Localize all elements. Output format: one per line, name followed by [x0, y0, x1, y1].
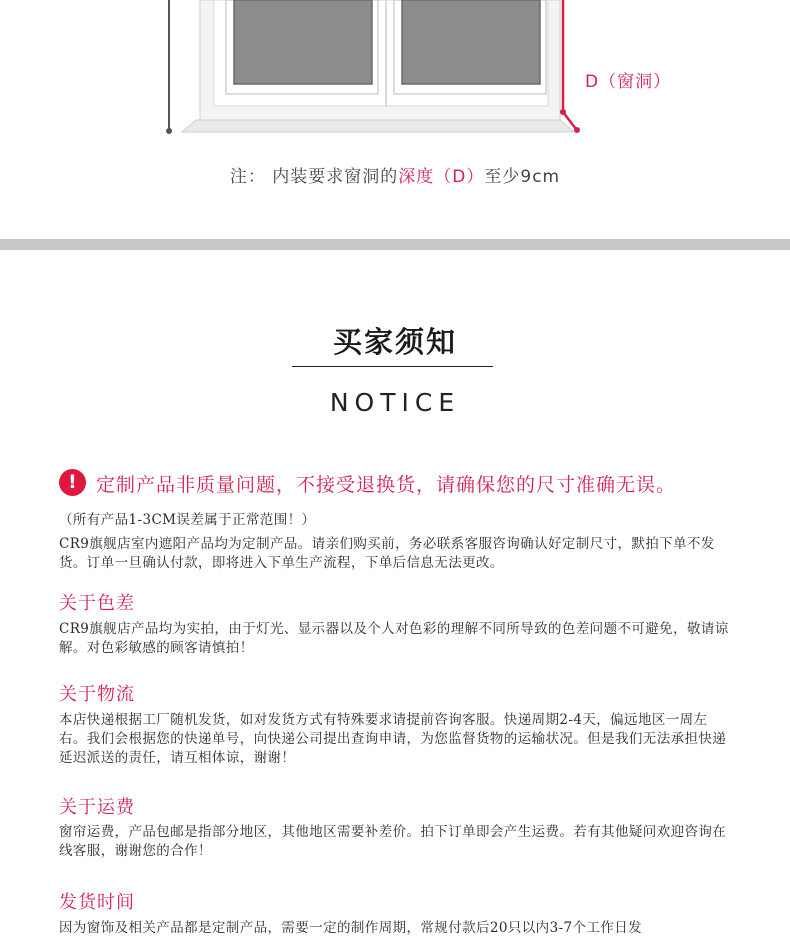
warning-text: 定制产品非质量问题，不接受退换货，请确保您的尺寸准确无误。	[96, 474, 677, 496]
window-glass-right	[402, 0, 540, 84]
section-title-logistics: 关于物流	[59, 684, 135, 705]
window-glass-left	[234, 0, 372, 84]
section-title-delivery-time: 发货时间	[59, 892, 135, 913]
left-measure-dot	[166, 128, 172, 134]
depth-note-suffix: 至少9cm	[484, 167, 561, 187]
notice-title-cn: 买家须知	[332, 325, 457, 359]
color-difference-paragraph: CR9旗舰店产品均为实拍，由于灯光、显示器以及个人对色彩的理解不同所导致的色差问题不可避免，敬请谅解。对色彩敏感的顾客请慎拍！	[59, 621, 729, 656]
depth-note	[0, 162, 790, 187]
title-underline	[292, 366, 493, 367]
notice-title-en: NOTICE	[329, 388, 461, 417]
window-depth-illustration	[0, 0, 790, 140]
section-title-color-difference: 关于色差	[59, 593, 135, 614]
depth-note-highlight: 深度（D）	[398, 167, 485, 187]
section-title-shipping-fee: 关于运费	[59, 797, 135, 818]
window-sill	[182, 120, 574, 132]
depth-note-prefix: 注： 内装要求窗洞的	[229, 167, 399, 187]
custom-order-paragraph: CR9旗舰店室内遮阳产品均为定制产品。请亲们购买前，务必联系客服咨询确认好定制尺寸，默拍下单不发货。订单一旦确认付款，即将进入下单生产流程，下单后信息无法更改。	[59, 536, 715, 571]
depth-label: D（窗洞）	[585, 72, 672, 92]
delivery-time-paragraph: 因为窗饰及相关产品都是定制产品，需要一定的制作周期，常规付款后20只以内3-7个工作日发	[59, 920, 643, 936]
shipping-fee-paragraph: 窗帘运费，产品包邮是指部分地区，其他地区需要补差价。拍下订单即会产生运费。若有其他疑问欢迎咨询在线客服，谢谢您的合作！	[59, 824, 727, 859]
tolerance-note: （所有产品1-3CM误差属于正常范围！）	[59, 512, 316, 528]
logistics-paragraph: 本店快递根据工厂随机发货，如对发货方式有特殊要求请提前咨询客服。快递周期2-4天，偏远地区一周左右。我们会根据您的快递单号，向快递公司提出查询申请，为您监督货物的运输状况。但是我们无法承担快递延迟派送的责任，请互相体谅，谢谢！	[59, 712, 727, 766]
section-divider	[0, 239, 790, 250]
warning-icon: !	[59, 469, 86, 496]
depth-measure-dot-bottom	[574, 127, 580, 133]
